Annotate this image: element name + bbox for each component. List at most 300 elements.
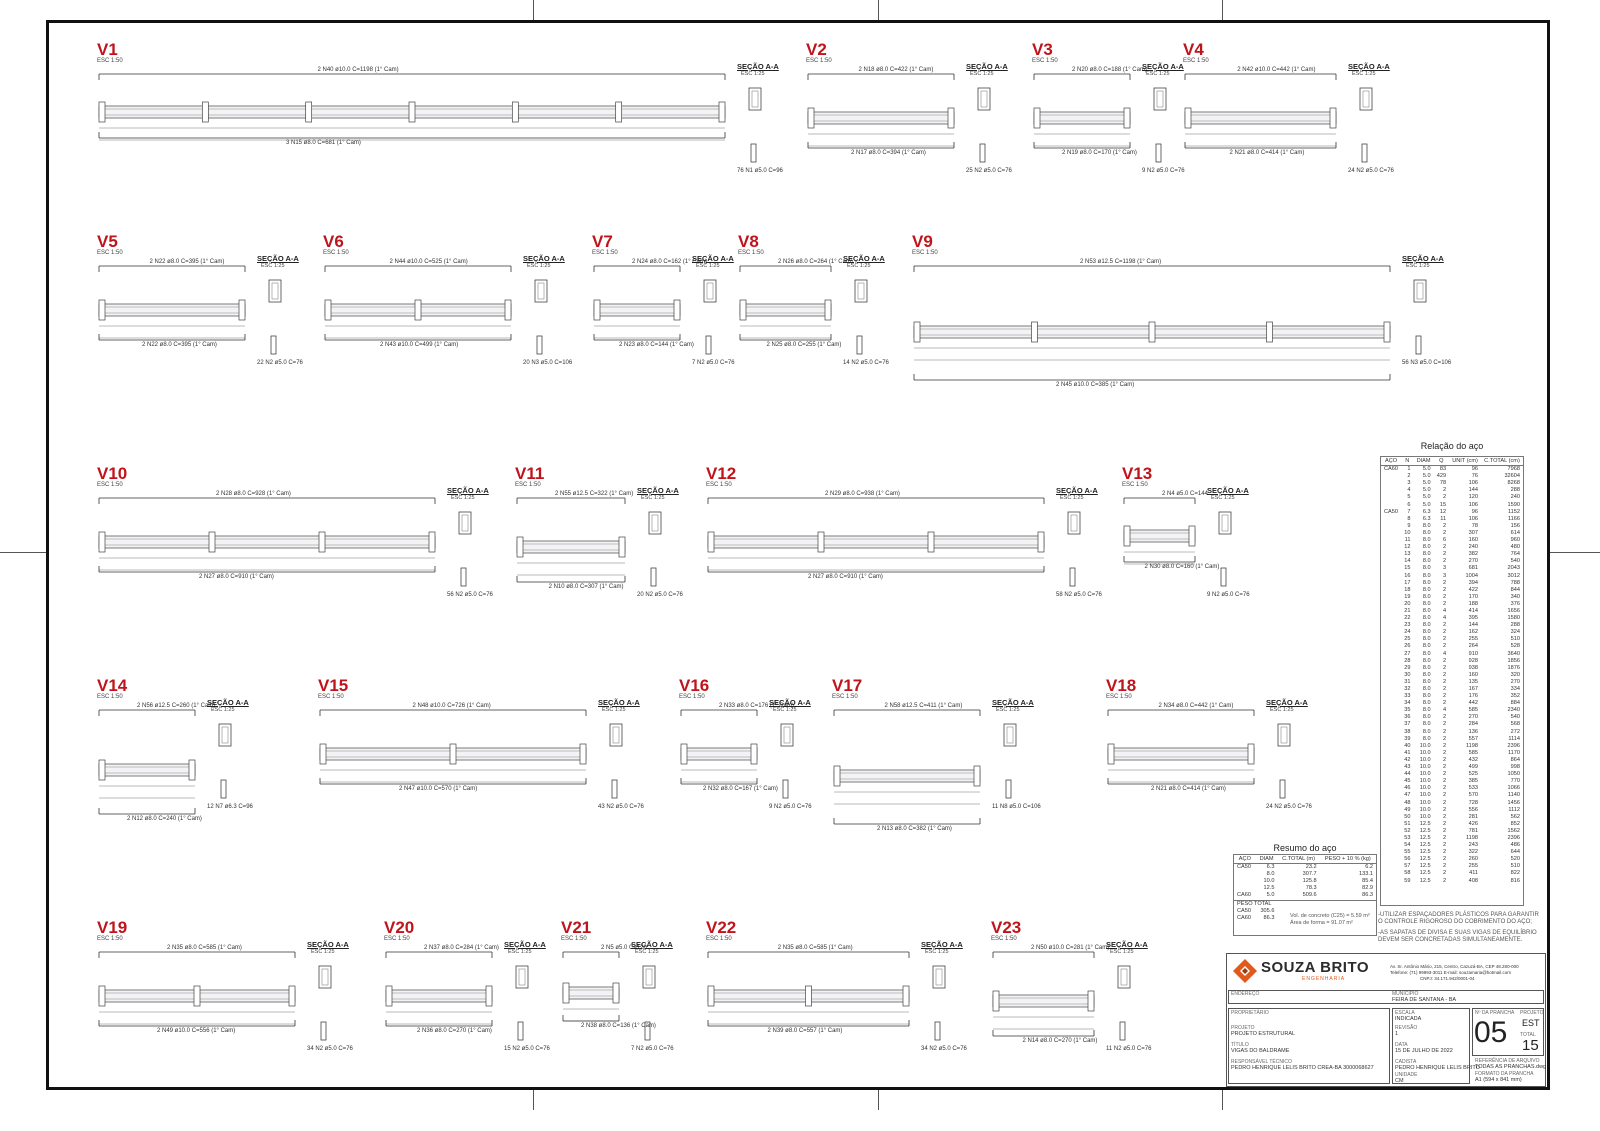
relation-cell <box>1381 821 1401 828</box>
ref-label: REFERÊNCIA DE ARQUIVO <box>1475 1058 1540 1064</box>
table-row <box>1381 658 1523 665</box>
relation-cell: 8.0 <box>1422 565 1431 572</box>
top-rebar-label: 2 N35 ø8.0 C=585 (1° Cam) <box>167 945 242 951</box>
relation-cell: 8.0 <box>1422 714 1431 721</box>
cross-section-drawing <box>702 278 742 388</box>
relation-cell: 22 <box>1404 615 1411 622</box>
relation-cell <box>1381 672 1401 679</box>
relation-cell: 51 <box>1404 820 1411 827</box>
beam-scale-label: ESC 1:50 <box>832 694 858 700</box>
summary-total-cell: 86.3 <box>1263 914 1275 921</box>
bottom-rebar-label: 2 N19 ø8.0 C=170 (1° Cam) <box>1062 150 1137 156</box>
relation-cell: 46 <box>1404 785 1411 792</box>
relation-cell: 31 <box>1404 678 1411 685</box>
table-row <box>1381 516 1523 523</box>
table-row <box>1381 544 1523 551</box>
table-row <box>1381 494 1523 501</box>
relation-cell <box>1381 487 1401 494</box>
relation-cell <box>1381 764 1401 771</box>
bottom-rebar-label: 2 N38 ø8.0 C=136 (1° Cam) <box>581 1023 656 1029</box>
relation-cell <box>1381 516 1401 523</box>
section-scale: ESC 1:25 <box>996 707 1020 713</box>
relation-cell <box>1381 849 1401 856</box>
beam-scale-label: ESC 1:50 <box>97 936 123 942</box>
relation-cell: 1140 <box>1507 792 1520 799</box>
beam-v19 <box>97 918 353 1052</box>
relation-cell: 2 <box>1442 870 1447 877</box>
total-sheets: 15 <box>1522 1037 1539 1054</box>
beam-label: V8 <box>738 232 759 251</box>
section-title: SEÇÃO A-A <box>257 254 299 263</box>
relation-cell <box>1381 807 1401 814</box>
relation-cell <box>1381 658 1401 665</box>
relation-cell: 562 <box>1510 813 1520 820</box>
relation-cell: 3 <box>1442 572 1447 579</box>
relation-cell: 288 <box>1510 622 1520 629</box>
beam-scale-label: ESC 1:50 <box>515 482 541 488</box>
relation-cell: 614 <box>1510 529 1520 536</box>
relation-cell: 2 <box>1442 636 1447 643</box>
relation-cell: 8.0 <box>1422 622 1431 629</box>
frame-tick <box>1222 0 1223 20</box>
section-scale: ESC 1:25 <box>970 71 994 77</box>
data-value: 15 DE JULHO DE 2022 <box>1395 1048 1453 1054</box>
frame-tick <box>1550 552 1600 553</box>
table-row <box>1381 573 1523 580</box>
relation-cell: 422 <box>1468 586 1478 593</box>
relation-cell: 429 <box>1436 473 1447 480</box>
beam-label: V2 <box>806 40 827 59</box>
relation-cell: 5.0 <box>1422 494 1431 501</box>
relation-cell: 144 <box>1468 487 1478 494</box>
table-row <box>1381 700 1523 707</box>
relation-cell: 5.0 <box>1422 487 1431 494</box>
relation-cell: 8.0 <box>1422 537 1431 544</box>
relation-cell: 4 <box>1407 487 1411 494</box>
cadista-label: CADISTA <box>1395 1059 1417 1065</box>
relation-cell: CA60 <box>1384 466 1398 473</box>
relation-cell: 260 <box>1468 856 1478 863</box>
relation-cell: 1856 <box>1507 657 1520 664</box>
relation-cell: 7968 <box>1507 466 1520 473</box>
relation-cell: 188 <box>1468 600 1478 607</box>
relation-cell: 3640 <box>1507 650 1520 657</box>
section-title: SEÇÃO A-A <box>1056 486 1098 495</box>
section-scale: ESC 1:25 <box>1270 707 1294 713</box>
summary-cell <box>1234 878 1256 885</box>
beam-label: V5 <box>97 232 118 251</box>
relation-cell: 540 <box>1510 714 1520 721</box>
summary-cell: 86.3 <box>1362 892 1373 899</box>
relation-cell: 2 <box>1442 586 1447 593</box>
relation-cell: 15 <box>1404 565 1411 572</box>
relation-cell: 2 <box>1442 678 1447 685</box>
relation-cell: 1656 <box>1507 607 1520 614</box>
relation-cell: 270 <box>1468 714 1478 721</box>
bottom-rebar-label: 2 N17 ø8.0 C=394 (1° Cam) <box>851 150 926 156</box>
relation-cell: 1004 <box>1465 572 1478 579</box>
relation-cell: 12.5 <box>1419 849 1431 856</box>
relation-cell: 585 <box>1468 749 1478 756</box>
beam-scale-label: ESC 1:50 <box>97 694 123 700</box>
relation-cell <box>1381 587 1401 594</box>
relation-cell: 3 <box>1442 565 1447 572</box>
top-rebar-label: 2 N50 ø10.0 C=281 (1° Cam) <box>1031 945 1110 951</box>
beam-label: V18 <box>1106 676 1137 695</box>
relation-cell: 96 <box>1471 466 1478 473</box>
relation-cell <box>1381 651 1401 658</box>
stirrup-label: 14 N2 ø5.0 C=76 <box>843 360 889 366</box>
summary-cell: 5.0 <box>1266 892 1275 899</box>
relation-cell: 12.5 <box>1419 827 1431 834</box>
table-row <box>1381 608 1523 615</box>
relation-cell: 320 <box>1510 671 1520 678</box>
relation-cell: 2 <box>1442 643 1447 650</box>
top-rebar-label: 2 N58 ø12.5 C=411 (1° Cam) <box>884 703 963 709</box>
relation-cell: 4 <box>1442 650 1447 657</box>
table-row <box>1381 878 1523 885</box>
beam-label: V23 <box>991 918 1022 937</box>
cross-section-drawing <box>641 964 681 1074</box>
section-scale: ESC 1:25 <box>211 707 235 713</box>
top-rebar-label: 2 N44 ø10.0 C=525 (1° Cam) <box>389 259 468 265</box>
relation-cell: 57 <box>1404 863 1411 870</box>
cross-section-drawing <box>217 722 257 832</box>
relation-cell: 30 <box>1404 671 1411 678</box>
table-row <box>1381 686 1523 693</box>
table-row <box>1381 835 1523 842</box>
relation-cell: 938 <box>1468 664 1478 671</box>
relation-cell <box>1381 573 1401 580</box>
relation-cell: 8.0 <box>1422 579 1431 586</box>
relation-cell: 2 <box>1442 544 1447 551</box>
relation-cell <box>1381 615 1401 622</box>
stirrup-label: 43 N2 ø5.0 C=76 <box>598 804 644 810</box>
relation-cell: 12 <box>1439 508 1447 515</box>
bottom-rebar-label: 2 N30 ø8.0 C=160 (1° Cam) <box>1144 564 1220 570</box>
relation-cell: 50 <box>1404 813 1411 820</box>
relation-cell <box>1381 707 1401 714</box>
relation-cell: 568 <box>1510 721 1520 728</box>
relation-cell: 29 <box>1404 664 1411 671</box>
stirrup-label: 9 N2 ø5.0 C=76 <box>769 804 812 810</box>
stirrup-label: 24 N2 ø5.0 C=76 <box>1266 804 1312 810</box>
bottom-rebar-label: 2 N25 ø8.0 C=255 (1° Cam) <box>766 342 842 348</box>
cross-section-drawing <box>1412 278 1452 388</box>
relation-cell: 10.0 <box>1419 813 1431 820</box>
summary-cell: 133.1 <box>1359 871 1373 878</box>
beam-scale-label: ESC 1:50 <box>912 250 938 256</box>
relation-cell: 2 <box>1442 820 1447 827</box>
relation-cell: 2396 <box>1507 742 1520 749</box>
relation-cell: 43 <box>1404 764 1411 771</box>
relation-cell: 8.0 <box>1422 664 1431 671</box>
table-row <box>1381 828 1523 835</box>
section-title: SEÇÃO A-A <box>504 940 546 949</box>
relation-cell: 2 <box>1442 728 1447 735</box>
relation-cell <box>1381 636 1401 643</box>
relation-cell: 8268 <box>1507 480 1520 487</box>
escala-label: ESCALA <box>1395 1010 1415 1016</box>
relation-cell: 270 <box>1510 678 1520 685</box>
section-title: SEÇÃO A-A <box>1142 62 1184 71</box>
table-row <box>1381 587 1523 594</box>
relation-cell <box>1381 835 1401 842</box>
table-row <box>1381 757 1523 764</box>
steel-summary-table <box>1234 856 1376 922</box>
relation-cell: 2 <box>1442 664 1447 671</box>
table-row <box>1381 565 1523 572</box>
relation-cell <box>1381 736 1401 743</box>
relation-cell: 12.5 <box>1419 870 1431 877</box>
relation-cell: 2 <box>1442 522 1447 529</box>
beam-elevation-drawing <box>991 918 1136 1058</box>
note-line: -UTILIZAR ESPAÇADORES PLÁSTICOS PARA GARANTIR <box>1378 912 1539 918</box>
relation-cell: 928 <box>1468 657 1478 664</box>
relation-cell: 385 <box>1468 778 1478 785</box>
responsavel-value: PEDRO HENRIQUE LELIS BRITO CREA-BA 3000068627 <box>1231 1065 1374 1071</box>
table-row <box>1381 842 1523 849</box>
relation-cell: 2 <box>1407 473 1411 480</box>
bottom-rebar-label: 2 N22 ø8.0 C=395 (1° Cam) <box>142 342 217 348</box>
beam-label: V14 <box>97 676 128 695</box>
beam-scale-label: ESC 1:50 <box>679 694 705 700</box>
relation-cell <box>1381 757 1401 764</box>
table-row <box>1381 736 1523 743</box>
relation-cell: 144 <box>1468 622 1478 629</box>
summary-total-cell: CA50 <box>1237 907 1251 914</box>
relation-cell: 2 <box>1442 721 1447 728</box>
frame-tick <box>1222 1090 1223 1110</box>
relation-cell <box>1381 473 1401 480</box>
section-scale: ESC 1:25 <box>261 263 285 269</box>
cross-section-drawing <box>779 722 819 832</box>
relation-cell <box>1381 480 1401 487</box>
concrete-volume: Vol. de concreto (C25) = 5.59 m³ <box>1290 913 1370 919</box>
relation-cell: 2 <box>1442 714 1447 721</box>
relation-cell: 8.0 <box>1422 544 1431 551</box>
cross-section-drawing <box>747 86 787 196</box>
relation-cell: 8.0 <box>1422 721 1431 728</box>
stirrup-label: 22 N2 ø5.0 C=76 <box>257 360 303 366</box>
relation-cell: 432 <box>1468 756 1478 763</box>
stirrup-label: 11 N2 ø5.0 C=76 <box>1106 1046 1152 1052</box>
table-row <box>1234 892 1376 900</box>
steel-summary-title: Resumo do aço <box>1273 843 1337 853</box>
bottom-rebar-label: 2 N21 ø8.0 C=414 (1° Cam) <box>1229 150 1305 156</box>
relation-cell: 5.0 <box>1422 501 1431 508</box>
note-line: O CONTROLE RIGOROSO DO COBRIMENTO DO AÇO; <box>1378 919 1532 925</box>
section-scale: ESC 1:25 <box>1060 495 1084 501</box>
relation-cell: 480 <box>1510 544 1520 551</box>
relation-cell: 37 <box>1404 721 1411 728</box>
table-row <box>1381 473 1523 480</box>
top-rebar-label: 2 N4 ø5.0 C=144 <box>1162 491 1208 497</box>
proprietario-label: PROPRIETÁRIO <box>1231 1010 1269 1016</box>
beam-scale-label: ESC 1:50 <box>1122 482 1148 488</box>
beam-label: V13 <box>1122 464 1153 483</box>
relation-cell: 8.0 <box>1422 636 1431 643</box>
section-title: SEÇÃO A-A <box>631 940 673 949</box>
relation-cell: 486 <box>1510 842 1520 849</box>
relation-cell: 96 <box>1471 508 1478 515</box>
relation-cell <box>1381 544 1401 551</box>
frame-tick <box>878 0 879 20</box>
relation-cell: 2 <box>1442 764 1447 771</box>
relation-cell: 411 <box>1469 870 1478 877</box>
table-row <box>1381 721 1523 728</box>
table-row <box>1381 821 1523 828</box>
relation-cell: 1590 <box>1507 501 1520 508</box>
table-row <box>1381 502 1523 509</box>
beam-scale-label: ESC 1:50 <box>318 694 344 700</box>
relation-cell: 39 <box>1404 735 1411 742</box>
relation-cell: 556 <box>1468 806 1478 813</box>
relation-cell: 528 <box>1510 643 1520 650</box>
relation-cell: 12.5 <box>1419 842 1431 849</box>
cross-section-drawing <box>533 278 573 388</box>
beam-scale-label: ESC 1:50 <box>1106 694 1132 700</box>
bottom-rebar-label: 2 N23 ø8.0 C=144 (1° Cam) <box>619 342 694 348</box>
relation-cell: 6.3 <box>1422 515 1431 522</box>
relation-cell: 1198 <box>1465 742 1478 749</box>
relation-cell: 8.0 <box>1422 735 1431 742</box>
relation-cell: 5.0 <box>1422 480 1431 487</box>
relation-cell <box>1381 842 1401 849</box>
company-name: SOUZA BRITO <box>1261 959 1370 976</box>
relation-cell: 8.0 <box>1422 671 1431 678</box>
relation-cell: 76 <box>1471 473 1478 480</box>
frame-tick <box>878 1090 879 1110</box>
revisao-label: REVISÃO <box>1395 1025 1418 1031</box>
relation-cell: 17 <box>1404 579 1411 586</box>
section-title: SEÇÃO A-A <box>1106 940 1148 949</box>
relation-cell: 47 <box>1404 792 1411 799</box>
top-rebar-label: 2 N40 ø10.0 C=1198 (1° Cam) <box>317 67 399 73</box>
relation-cell: 53 <box>1404 834 1411 841</box>
bottom-rebar-label: 2 N10 ø8.0 C=307 (1° Cam) <box>548 584 624 590</box>
relation-cell: 2 <box>1442 842 1447 849</box>
table-row <box>1381 800 1523 807</box>
relation-cell: 585 <box>1468 707 1478 714</box>
relation-cell: 32 <box>1404 686 1411 692</box>
section-title: SEÇÃO A-A <box>1402 254 1444 263</box>
beam-scale-label: ESC 1:50 <box>738 250 764 256</box>
relation-cell: 12.5 <box>1419 820 1431 827</box>
relation-header-cell: DIAM <box>1413 458 1433 466</box>
relation-cell: 23 <box>1404 622 1411 629</box>
section-title: SEÇÃO A-A <box>1207 486 1249 495</box>
top-rebar-label: 2 N53 ø12.5 C=1198 (1° Cam) <box>1080 259 1162 265</box>
relation-cell: 6.3 <box>1422 508 1431 515</box>
relation-cell: 884 <box>1510 700 1520 707</box>
municipio-value: FEIRA DE SANTANA - BA <box>1392 997 1457 1003</box>
relation-cell: 2 <box>1442 813 1447 820</box>
steel-relation-table <box>1381 458 1523 885</box>
relation-cell: 25 <box>1404 636 1411 643</box>
relation-cell: 12.5 <box>1419 863 1431 870</box>
table-row <box>1381 580 1523 587</box>
relation-cell: 844 <box>1510 586 1520 593</box>
section-title: SEÇÃO A-A <box>1266 698 1308 707</box>
stirrup-label: 7 N2 ø5.0 C=76 <box>692 360 735 366</box>
relation-cell: 16 <box>1404 572 1411 579</box>
relation-cell: 176 <box>1468 693 1478 700</box>
relation-cell: 55 <box>1404 849 1411 856</box>
bottom-rebar-label: 2 N39 ø8.0 C=557 (1° Cam) <box>767 1028 843 1034</box>
relation-cell: 48 <box>1404 799 1411 806</box>
summary-total-cell: CA60 <box>1237 914 1251 921</box>
stirrup-label: 56 N3 ø5.0 C=106 <box>1402 360 1452 366</box>
section-title: SEÇÃO A-A <box>1348 62 1390 71</box>
section-title: SEÇÃO A-A <box>769 698 811 707</box>
relation-cell: 394 <box>1468 579 1478 586</box>
relation-cell: 2 <box>1442 579 1447 586</box>
cross-section-drawing <box>1276 722 1316 832</box>
stirrup-label: 56 N2 ø5.0 C=76 <box>447 592 493 598</box>
bottom-rebar-label: 2 N49 ø10.0 C=556 (1° Cam) <box>157 1028 236 1034</box>
beam-v6 <box>323 232 573 366</box>
table-row <box>1381 707 1523 714</box>
beam-v23 <box>991 918 1152 1052</box>
relation-cell: 12.5 <box>1419 856 1431 863</box>
table-row <box>1381 480 1523 487</box>
beam-label: V7 <box>592 232 613 251</box>
relation-cell: 10.0 <box>1419 771 1431 778</box>
stirrup-label: 24 N2 ø5.0 C=76 <box>1348 168 1394 174</box>
relation-cell: 10.0 <box>1419 764 1431 771</box>
bottom-rebar-label: 2 N32 ø8.0 C=167 (1° Cam) <box>703 786 778 792</box>
table-row <box>1381 629 1523 636</box>
cross-section-drawing <box>1002 722 1042 832</box>
beam-label: V1 <box>97 40 118 59</box>
relation-cell: 2 <box>1442 494 1447 501</box>
relation-cell: 288 <box>1510 487 1520 494</box>
relation-cell: 19 <box>1404 593 1411 600</box>
stirrup-label: 11 N8 ø5.0 C=106 <box>992 804 1041 810</box>
beam-scale-label: ESC 1:50 <box>323 250 349 256</box>
relation-cell: 8.0 <box>1422 593 1431 600</box>
relation-cell <box>1381 792 1401 799</box>
table-row <box>1381 750 1523 757</box>
relation-cell: 340 <box>1510 593 1520 600</box>
summary-cell <box>1234 885 1256 892</box>
relation-cell <box>1381 714 1401 721</box>
stirrup-label: 12 N7 ø6.3 C=96 <box>207 804 253 810</box>
relation-cell: 21 <box>1404 607 1411 614</box>
stirrup-label: 7 N2 ø5.0 C=76 <box>631 1046 674 1052</box>
summary-cell: 6.2 <box>1365 864 1373 871</box>
beam-label: V21 <box>561 918 592 937</box>
table-row <box>1381 849 1523 856</box>
top-rebar-label: 2 N22 ø8.0 C=395 (1° Cam) <box>149 259 225 265</box>
relation-cell <box>1381 856 1401 863</box>
relation-header-cell: UNIT (cm) <box>1449 458 1481 466</box>
beam-scale-label: ESC 1:50 <box>806 58 832 64</box>
beam-scale-label: ESC 1:50 <box>1032 58 1058 64</box>
section-scale: ESC 1:25 <box>773 707 797 713</box>
relation-cell <box>1381 523 1401 530</box>
relation-cell: 1112 <box>1508 806 1520 813</box>
top-rebar-label: 2 N33 ø8.0 C=176 (1° Cam) <box>719 703 794 709</box>
relation-cell: 4 <box>1442 615 1447 622</box>
relation-cell: 2 <box>1442 799 1447 806</box>
bottom-rebar-label: 2 N43 ø10.0 C=499 (1° Cam) <box>380 342 459 348</box>
beam-elevation-drawing <box>706 464 1086 594</box>
relation-cell: 24 <box>1404 629 1411 636</box>
relation-cell: 7 <box>1407 508 1411 515</box>
frame-tick <box>533 1090 534 1110</box>
